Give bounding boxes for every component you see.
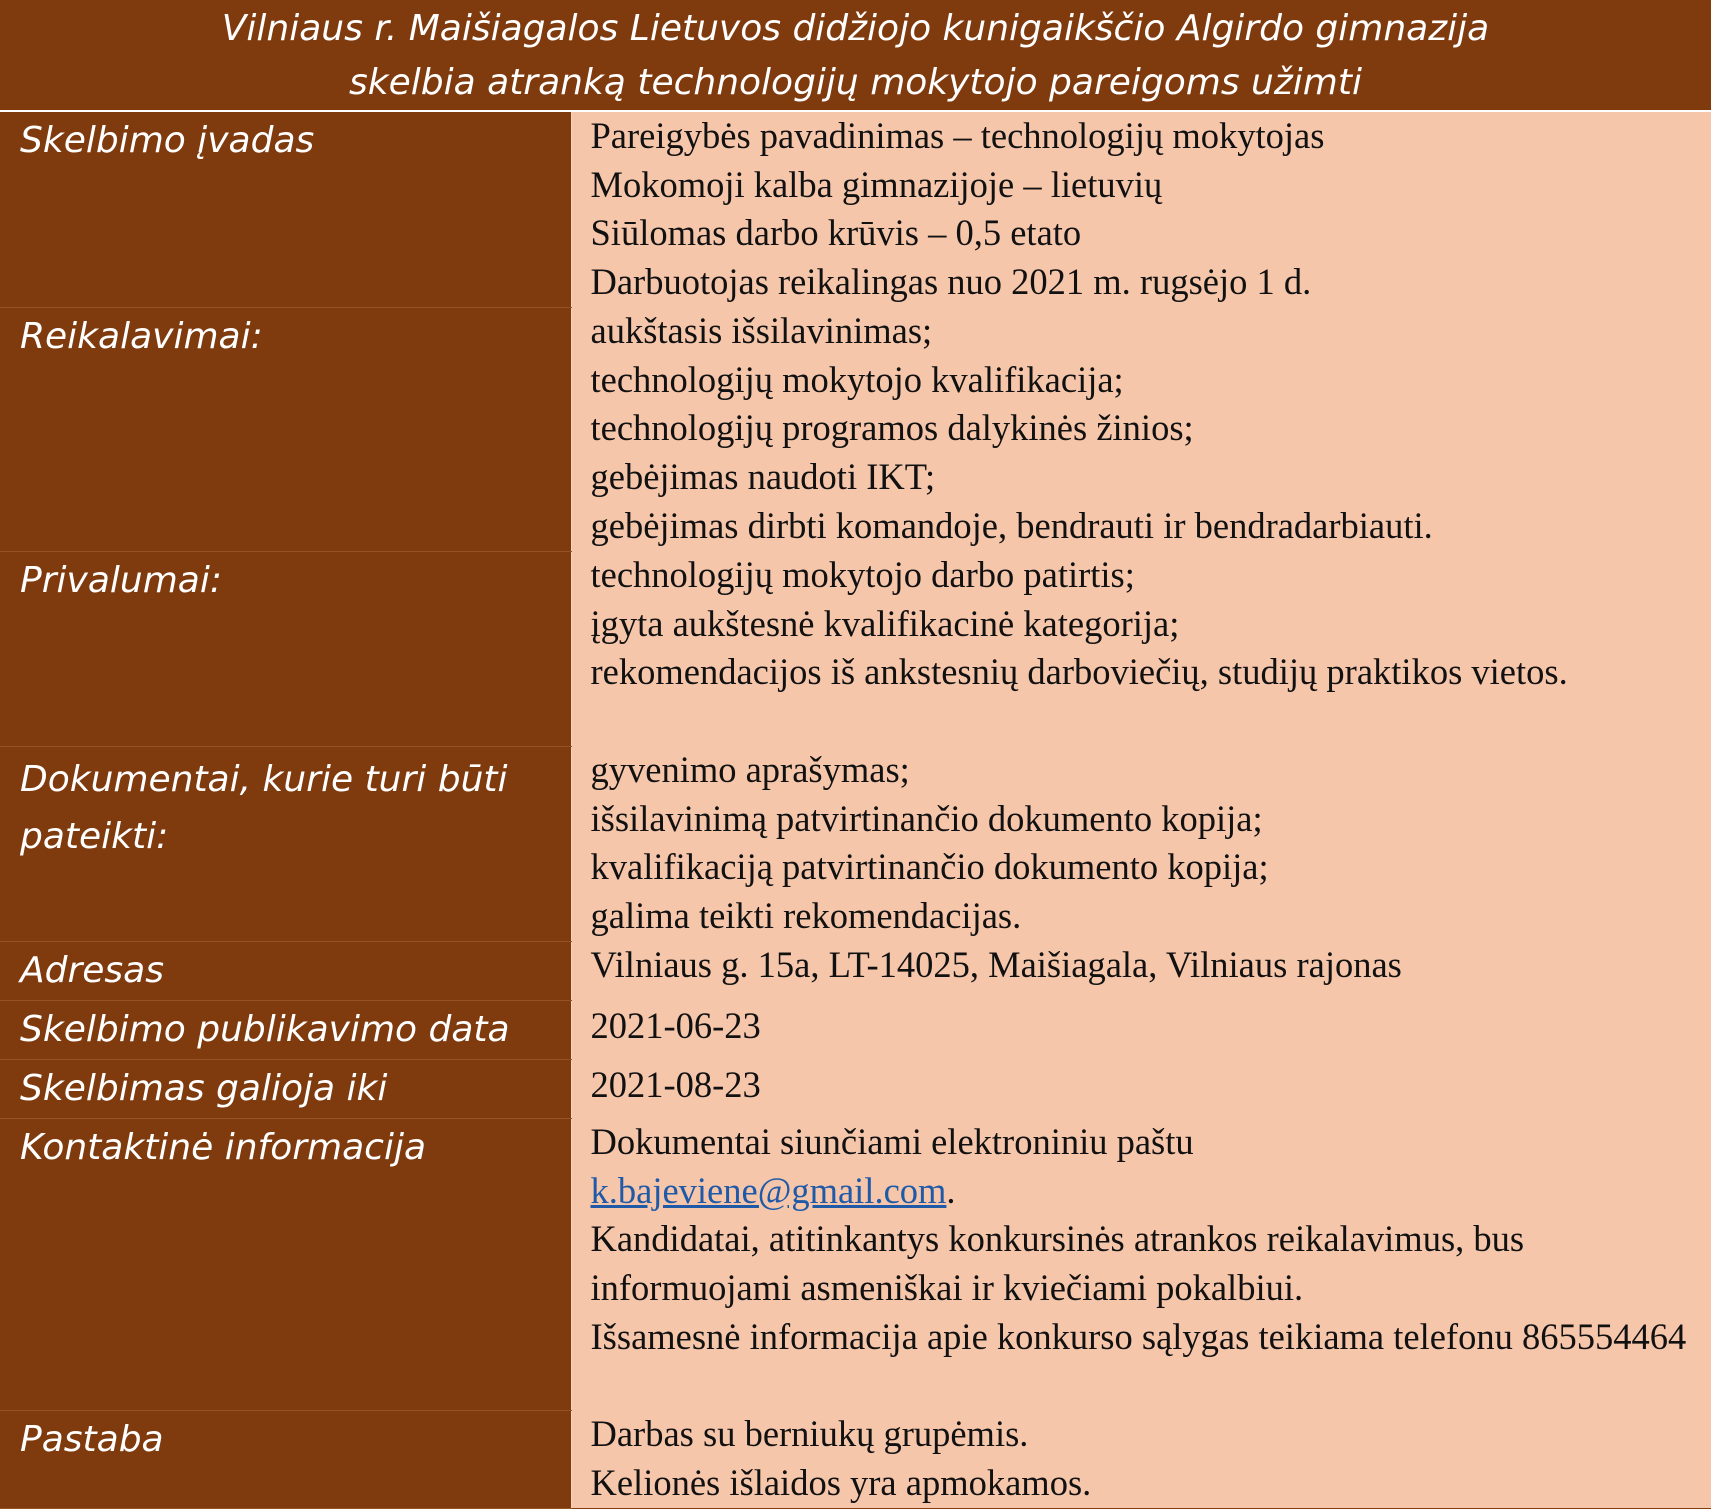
- row-advantages: [0, 551, 1711, 746]
- documents-value: [571, 746, 1711, 941]
- row-requirements: [0, 307, 1711, 551]
- row-valid-until: [0, 1059, 1711, 1118]
- contact-value: [571, 1118, 1711, 1410]
- announcement-table: [0, 112, 1711, 1509]
- contact-email-line: [591, 1167, 1702, 1216]
- intro-line: Siūlomas darbo krūvis – 0,5 etato: [590, 212, 1082, 254]
- row-published: [0, 1000, 1711, 1059]
- row-address: [0, 941, 1711, 1000]
- advantage-item: rekomendacijos iš ankstesnių darboviečių, studijų praktikos vietos.: [590, 651, 1568, 693]
- document-item: kvalifikaciją patvirtinančio dokumento kopija;: [590, 846, 1269, 888]
- address-text: Vilniaus g. 15a, LT-14025, Maišiagala, Vilniaus rajonas: [590, 944, 1402, 985]
- requirement-item: technologijų mokytojo kvalifikacija;: [590, 358, 1124, 400]
- requirement-item: aukštasis išsilavinimas;: [590, 310, 933, 351]
- email-link[interactable]: k.bajeviene@gmail.com: [590, 1169, 947, 1211]
- intro-label: Skelbimo įvadas: [0, 112, 571, 307]
- contact-email-intro: Dokumentai siunčiami elektroniniu paštu: [590, 1121, 1194, 1162]
- address-value: [571, 941, 1711, 1000]
- announcement-header: [0, 0, 1711, 112]
- contact-label: Kontaktinė informacija: [0, 1118, 571, 1410]
- published-value: [571, 1000, 1711, 1059]
- row-note: [0, 1410, 1711, 1508]
- intro-value: [571, 112, 1711, 307]
- note-value: [571, 1410, 1711, 1508]
- row-intro: [0, 112, 1711, 307]
- requirements-value: [571, 307, 1711, 551]
- requirements-label: Reikalavimai:: [0, 307, 571, 551]
- note-label: Pastaba: [0, 1410, 571, 1508]
- valid-until-label: Skelbimas galioja iki: [0, 1059, 571, 1118]
- contact-candidates-text: Kandidatai, atitinkantys konkursinės atrankos reikalavimus, bus informuojami asmeniškai ir kviečiami pokalbiui.: [590, 1218, 1525, 1309]
- row-documents: [0, 746, 1711, 941]
- requirement-item: technologijų programos dalykinės žinios;: [590, 407, 1194, 449]
- row-contact: [0, 1118, 1711, 1410]
- documents-label: Dokumentai, kurie turi būti pateikti:: [0, 746, 571, 941]
- published-label: Skelbimo publikavimo data: [0, 1000, 571, 1059]
- valid-until-value: [571, 1059, 1711, 1118]
- document-item: galima teikti rekomendacijas.: [590, 895, 1022, 937]
- header-title-line-1: Vilniaus r. Maišiagalos Lietuvos didžiojo kunigaikščio Algirdo gimnazija: [221, 8, 1490, 49]
- document-item: gyvenimo aprašymas;: [590, 749, 910, 790]
- published-date: 2021-06-23: [590, 1005, 761, 1046]
- note-item: Darbas su berniukų grupėmis.: [590, 1413, 1029, 1454]
- email-suffix: .: [946, 1169, 956, 1211]
- document-item: išsilavinimą patvirtinančio dokumento kopija;: [590, 797, 1263, 839]
- header-title-line-2: skelbia atranką technologijų mokytojo pareigoms užimti: [349, 62, 1362, 103]
- requirement-item: gebėjimas dirbti komandoje, bendrauti ir bendradarbiauti.: [590, 504, 1433, 546]
- address-label: Adresas: [0, 941, 571, 1000]
- intro-line: Mokomoji kalba gimnazijoje – lietuvių: [590, 163, 1163, 205]
- intro-line: Pareigybės pavadinimas – technologijų mokytojas: [590, 115, 1325, 156]
- advantages-label: Privalumai:: [0, 551, 571, 746]
- advantages-value: [571, 551, 1711, 746]
- contact-phone-text: Išsamesnė informacija apie konkurso sąlygas teikiama telefonu 865554464: [590, 1315, 1687, 1357]
- advantage-item: technologijų mokytojo darbo patirtis;: [590, 554, 1135, 595]
- requirement-item: gebėjimas naudoti IKT;: [590, 456, 936, 498]
- valid-until-date: 2021-08-23: [590, 1064, 761, 1105]
- advantage-item: įgyta aukštesnė kvalifikacinė kategorija;: [590, 602, 1180, 644]
- intro-line: Darbuotojas reikalingas nuo 2021 m. rugsėjo 1 d.: [590, 261, 1312, 303]
- note-item: Kelionės išlaidos yra apmokamos.: [590, 1461, 1092, 1503]
